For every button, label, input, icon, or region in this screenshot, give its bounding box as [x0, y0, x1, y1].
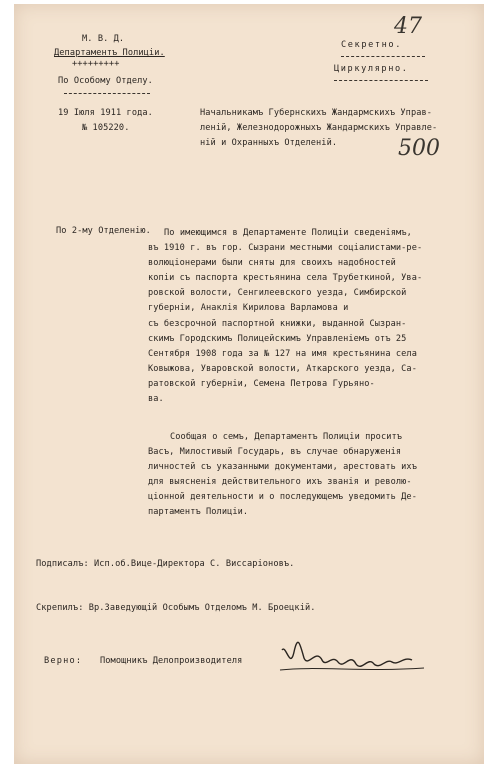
countersigned-line: Скрепилъ: Вр.Заведующій Особымъ Отделомъ М. Броецкій. [36, 603, 316, 613]
body-line: ратовской губерніи, Семена Петрова Гурьяно- [148, 378, 375, 389]
body-line: Сентября 1908 года за № 127 на имя крестьянина села [148, 348, 417, 359]
body-line: ровской волости, Сенгилеевского уезда, Симбирской [148, 288, 407, 299]
handwritten-folio: 47 [394, 14, 422, 39]
body-paragraph-2 [148, 430, 417, 521]
body-line: губерніи, Анаклія Кирилова Варламова и [148, 303, 349, 314]
body-line: По имеющимся в Департаменте Полиціи сведеніямъ, [164, 228, 412, 238]
ministry-label: М. В. Д. [82, 34, 125, 44]
handwritten-signature [276, 640, 426, 676]
body-line: волюціонерами были сняты для своихъ надобностей [148, 258, 396, 269]
section-label: По 2-му Отделенію. [56, 226, 151, 236]
special-department-label: По Особому Отделу. [58, 76, 153, 86]
body-line: для выясненія действительного ихъ званія и револю- [148, 477, 412, 488]
body-paragraph-1 [148, 226, 422, 407]
addressee-line: Начальникамъ Губернскихъ Жандармскихъ Управ- [200, 108, 433, 118]
signature-scrawl [276, 640, 426, 676]
verified-label: Верно: [44, 656, 83, 666]
header-rule [64, 93, 150, 94]
secret-rule [341, 56, 425, 57]
document-date: 19 Іюля 1911 года. [58, 108, 153, 118]
body-line: личностей съ указанными документами, арестовать ихъ [148, 462, 417, 473]
addressee-line: леній, Железнодорожныхъ Жандармскихъ Управле- [200, 123, 438, 133]
body-line: ва. [148, 394, 164, 405]
body-line: съ безсрочной паспортной книжки, выданной Сызран- [148, 318, 407, 329]
secret-label: Секретно. [341, 40, 402, 50]
circular-label: Циркулярно. [334, 64, 409, 74]
addressee-block [200, 106, 437, 151]
body-line: въ 1910 г. въ гор. Сызрани местными соціалистами-ре- [148, 243, 423, 254]
body-line: копіи съ паспорта крестьянина села Трубеткиной, Ува- [148, 273, 423, 284]
document-number: № 105220. [82, 123, 130, 133]
verified-role: Помощникъ Делопроизводителя [100, 656, 243, 666]
document-sheet [14, 4, 484, 764]
addressee-line: ній и Охранныхъ Отделеній. [200, 138, 338, 148]
handwritten-number: 500 [398, 136, 440, 161]
body-line: скимъ Городскимъ Полицейскимъ Управленіемъ отъ 25 [148, 333, 407, 344]
signed-line: Подписалъ: Исп.об.Вице-Директора С. Виссаріоновъ. [36, 559, 295, 569]
body-line: партаментъ Полиціи. [148, 507, 249, 518]
body-line: Сообщая о семъ, Департаментъ Полиціи проситъ [170, 432, 403, 442]
header-divider: +++++++++ [72, 59, 120, 69]
department-label: Департаментъ Полиціи. [54, 48, 165, 58]
body-line: Ковыжова, Уваровской волости, Аткарского уезда, Са- [148, 363, 417, 374]
circular-rule [334, 80, 428, 81]
body-line: ціонной деятельности и о последующемъ уведомить Де- [148, 492, 417, 503]
body-line: Васъ, Милостивый Государь, въ случае обнаруженія [148, 447, 402, 458]
